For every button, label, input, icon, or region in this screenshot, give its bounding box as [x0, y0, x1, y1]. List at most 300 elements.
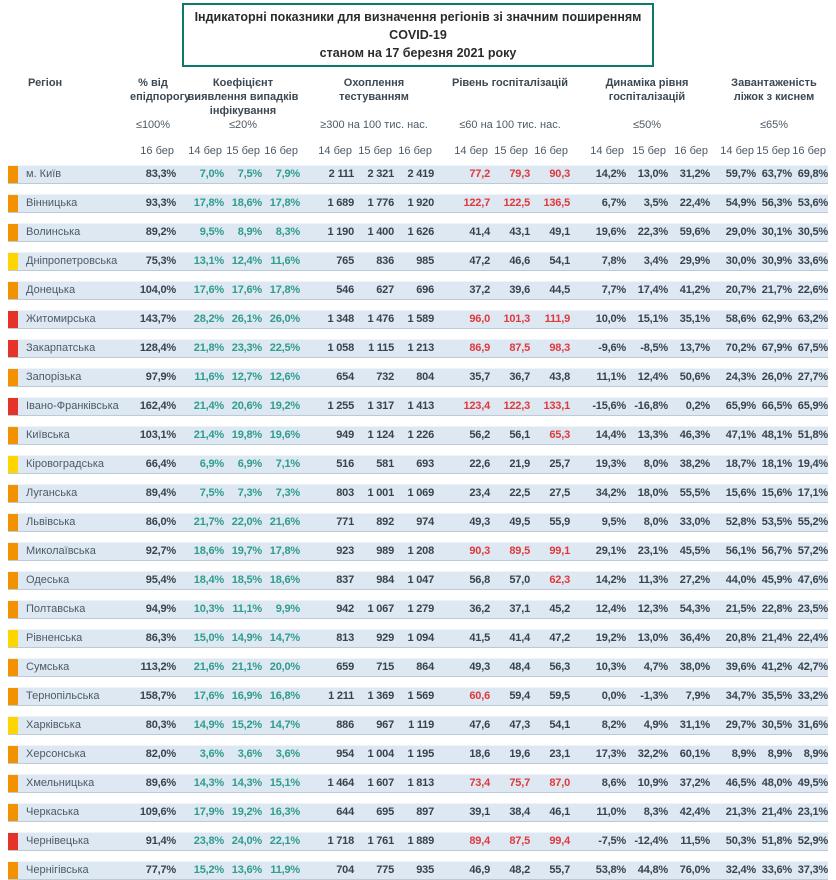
date-header: 14 бер	[188, 144, 222, 157]
beds-value: 17,1%	[797, 487, 828, 500]
hosp-value: 44,5	[549, 284, 570, 297]
epid-value: 77,7%	[145, 864, 176, 877]
dynamics-value: 11,5%	[680, 835, 710, 848]
detect-value: 8,3%	[275, 226, 300, 239]
dynamics-value: 12,4%	[595, 603, 626, 616]
dynamics-value: 33,0%	[679, 516, 710, 529]
hosp-value: 37,1	[509, 603, 530, 616]
epid-value: 89,4%	[145, 487, 176, 500]
hosp-value: 49,3	[469, 661, 490, 674]
status-marker	[8, 340, 18, 357]
detect-value: 28,2%	[193, 313, 224, 326]
dynamics-value: -16,8%	[634, 400, 668, 413]
detect-value: 7,1%	[275, 458, 300, 471]
table-row	[8, 368, 828, 387]
testing-value: 886	[336, 719, 354, 732]
dynamics-value: -1,3%	[640, 690, 668, 703]
detect-value: 7,3%	[237, 487, 262, 500]
detect-value: 15,1%	[269, 777, 300, 790]
dynamics-value: 60,1%	[679, 748, 710, 761]
beds-value: 21,3%	[725, 806, 756, 819]
hosp-value: 122,7	[463, 197, 490, 210]
hosp-value: 89,5	[509, 545, 530, 558]
table-row	[8, 513, 828, 532]
status-marker	[8, 688, 18, 705]
dynamics-value: 55,5%	[679, 487, 710, 500]
testing-value: 1 718	[327, 835, 354, 848]
detect-value: 16,8%	[269, 690, 300, 703]
dynamics-value: 15,1%	[637, 313, 668, 326]
detect-value: 12,4%	[231, 255, 262, 268]
beds-value: 55,2%	[797, 516, 828, 529]
date-header: 15 бер	[226, 144, 260, 157]
date-header: 16 бер	[674, 144, 708, 157]
detect-value: 7,0%	[199, 168, 224, 181]
epid-value: 128,4%	[139, 342, 176, 355]
testing-value: 695	[376, 806, 394, 819]
beds-value: 42,7%	[797, 661, 828, 674]
testing-value: 659	[336, 661, 354, 674]
region-name: Одеська	[26, 574, 70, 587]
dynamics-value: 19,6%	[595, 226, 626, 239]
detect-value: 17,6%	[231, 284, 262, 297]
dynamics-value: 10,0%	[595, 313, 626, 326]
detect-value: 11,9%	[270, 864, 300, 877]
beds-value: 52,9%	[797, 835, 828, 848]
dynamics-value: 11,1%	[596, 371, 626, 384]
testing-value: 929	[376, 632, 394, 645]
dynamics-value: 59,6%	[679, 226, 710, 239]
beds-value: 47,6%	[797, 574, 828, 587]
beds-value: 20,7%	[725, 284, 756, 297]
detect-value: 22,0%	[231, 516, 262, 529]
region-name: Кіровоградська	[26, 458, 104, 471]
dynamics-value: 45,5%	[679, 545, 710, 558]
dynamics-value: 42,4%	[679, 806, 710, 819]
dynamics-value: 32,2%	[637, 748, 668, 761]
region-name: Черкаська	[26, 806, 80, 819]
dynamics-value: 11,0%	[596, 806, 626, 819]
region-name: Миколаївська	[26, 545, 96, 558]
testing-value: 2 111	[328, 168, 354, 181]
hosp-value: 89,4	[469, 835, 490, 848]
beds-value: 30,1%	[761, 226, 792, 239]
hosp-value: 59,5	[549, 690, 570, 703]
detect-value: 17,8%	[193, 197, 224, 210]
dynamics-value: 6,7%	[601, 197, 626, 210]
hosp-value: 122,5	[503, 197, 530, 210]
dynamics-value: 13,0%	[637, 168, 668, 181]
hosp-value: 79,3	[509, 168, 530, 181]
beds-value: 56,7%	[761, 545, 792, 558]
table-header-group-names	[8, 77, 828, 118]
dynamics-value: 4,9%	[643, 719, 668, 732]
hosp-value: 41,4	[469, 226, 490, 239]
beds-value: 22,8%	[761, 603, 792, 616]
hosp-value: 43,1	[509, 226, 530, 239]
epid-value: 143,7%	[139, 313, 176, 326]
hosp-value: 36,7	[509, 371, 530, 384]
dynamics-value: 17,3%	[595, 748, 626, 761]
testing-value: 935	[416, 864, 434, 877]
table-row	[8, 426, 828, 445]
status-marker	[8, 833, 18, 850]
epid-value: 86,0%	[145, 516, 176, 529]
detect-value: 14,7%	[269, 632, 300, 645]
detect-value: 22,1%	[269, 835, 300, 848]
region-name: Тернопільська	[26, 690, 100, 703]
detect-value: 19,2%	[269, 400, 300, 413]
detect-value: 3,6%	[237, 748, 262, 761]
beds-value: 63,2%	[797, 313, 828, 326]
status-marker	[8, 746, 18, 763]
status-marker	[8, 543, 18, 560]
beds-value: 29,0%	[725, 226, 756, 239]
detect-value: 6,9%	[237, 458, 262, 471]
region-name: Рівненська	[26, 632, 83, 645]
date-header: 16 бер	[140, 144, 174, 157]
date-header: 14 бер	[454, 144, 488, 157]
table-row	[8, 310, 828, 329]
testing-value: 1 208	[407, 545, 434, 558]
beds-value: 21,7%	[761, 284, 792, 297]
hosp-value: 27,5	[549, 487, 570, 500]
column-header-hospitalization-dynamics: Динаміка рівня госпіталізацій	[605, 77, 689, 104]
dynamics-value: -9,6%	[598, 342, 626, 355]
testing-value: 693	[416, 458, 434, 471]
beds-value: 33,2%	[797, 690, 828, 703]
detect-value: 3,6%	[275, 748, 300, 761]
beds-value: 23,1%	[797, 806, 828, 819]
beds-value: 65,9%	[725, 400, 756, 413]
detect-value: 20,0%	[269, 661, 300, 674]
beds-value: 51,8%	[761, 835, 792, 848]
detect-value: 13,1%	[193, 255, 224, 268]
hosp-value: 47,6	[469, 719, 490, 732]
dynamics-value: 8,6%	[601, 777, 626, 790]
testing-value: 1 369	[367, 690, 394, 703]
detect-value: 18,5%	[231, 574, 262, 587]
detect-value: 18,6%	[231, 197, 262, 210]
date-header: 14 бер	[720, 144, 754, 157]
detect-value: 21,4%	[193, 400, 224, 413]
status-marker	[8, 485, 18, 502]
beds-value: 30,5%	[761, 719, 792, 732]
table-row	[8, 455, 828, 474]
detect-value: 19,2%	[231, 806, 262, 819]
beds-value: 18,1%	[761, 458, 792, 471]
beds-value: 39,6%	[725, 661, 756, 674]
dynamics-value: 38,0%	[679, 661, 710, 674]
epid-value: 94,9%	[145, 603, 176, 616]
epid-value: 89,6%	[145, 777, 176, 790]
testing-value: 1 094	[407, 632, 434, 645]
status-marker	[8, 717, 18, 734]
dynamics-value: 31,2%	[679, 168, 710, 181]
epid-value: 158,7%	[139, 690, 176, 703]
beds-value: 56,1%	[725, 545, 756, 558]
dynamics-value: 9,5%	[601, 516, 626, 529]
hosp-value: 47,3	[509, 719, 530, 732]
detect-value: 21,4%	[193, 429, 224, 442]
date-header: 14 бер	[590, 144, 624, 157]
detect-value: 12,7%	[231, 371, 262, 384]
hosp-value: 35,7	[469, 371, 490, 384]
dynamics-value: 7,9%	[685, 690, 710, 703]
detect-value: 6,9%	[199, 458, 224, 471]
beds-value: 58,6%	[725, 313, 756, 326]
dynamics-value: 29,9%	[679, 255, 710, 268]
dynamics-value: 34,2%	[595, 487, 626, 500]
table-row	[8, 687, 828, 706]
detect-value: 16,3%	[269, 806, 300, 819]
table-row	[8, 629, 828, 648]
beds-value: 67,9%	[761, 342, 792, 355]
testing-value: 775	[376, 864, 394, 877]
detect-value: 24,0%	[231, 835, 262, 848]
region-name: Запорізька	[26, 371, 82, 384]
hosp-value: 23,4	[469, 487, 490, 500]
testing-value: 1 476	[367, 313, 394, 326]
testing-value: 704	[336, 864, 354, 877]
detect-value: 8,9%	[237, 226, 262, 239]
status-marker	[8, 224, 18, 241]
hosp-value: 46,6	[509, 255, 530, 268]
column-header-epid-threshold: % від епідпорогу	[130, 77, 191, 104]
detect-value: 17,6%	[193, 284, 224, 297]
threshold-dynamics: ≤50%	[632, 118, 662, 131]
region-name: Київська	[26, 429, 70, 442]
dynamics-value: 19,3%	[595, 458, 626, 471]
testing-value: 1 889	[407, 835, 434, 848]
status-marker	[8, 311, 18, 328]
column-header-testing-coverage: Охоплення тестуванням	[339, 77, 409, 104]
dynamics-value: 8,3%	[643, 806, 668, 819]
region-name: Львівська	[26, 516, 76, 529]
hosp-value: 43,8	[549, 371, 570, 384]
table-header-thresholds	[8, 119, 828, 139]
column-header-detection-rate: Коефіцієнт виявлення випадків інфікування	[187, 77, 299, 117]
beds-value: 50,3%	[725, 835, 756, 848]
detect-value: 18,6%	[269, 574, 300, 587]
region-name: Полтавська	[26, 603, 86, 616]
beds-value: 62,9%	[761, 313, 792, 326]
detect-value: 17,6%	[193, 690, 224, 703]
beds-value: 31,6%	[797, 719, 828, 732]
status-marker	[8, 804, 18, 821]
status-marker	[8, 427, 18, 444]
beds-value: 34,7%	[725, 690, 756, 703]
dynamics-value: 46,3%	[679, 429, 710, 442]
region-name: Чернівецька	[26, 835, 90, 848]
date-header: 16 бер	[534, 144, 568, 157]
table-row	[8, 223, 828, 242]
testing-value: 546	[336, 284, 354, 297]
testing-value: 1 279	[407, 603, 434, 616]
beds-value: 19,4%	[797, 458, 828, 471]
epid-value: 89,2%	[145, 226, 176, 239]
detect-value: 17,8%	[269, 284, 300, 297]
dynamics-value: 11,3%	[638, 574, 668, 587]
epid-value: 91,4%	[145, 835, 176, 848]
testing-value: 923	[336, 545, 354, 558]
hosp-value: 41,4	[509, 632, 530, 645]
status-marker	[8, 630, 18, 647]
hosp-value: 23,1	[549, 748, 570, 761]
dynamics-value: 22,4%	[679, 197, 710, 210]
region-name: Житомирська	[26, 313, 96, 326]
region-name: Закарпатська	[26, 342, 96, 355]
hosp-value: 37,2	[469, 284, 490, 297]
table-row	[8, 281, 828, 300]
testing-value: 1 626	[407, 226, 434, 239]
hosp-value: 87,0	[549, 777, 570, 790]
testing-value: 1 124	[367, 429, 394, 442]
beds-value: 33,6%	[797, 255, 828, 268]
detect-value: 26,1%	[231, 313, 262, 326]
detect-value: 14,3%	[231, 777, 262, 790]
hosp-value: 56,1	[509, 429, 530, 442]
beds-value: 67,5%	[797, 342, 828, 355]
region-name: Херсонська	[26, 748, 86, 761]
dynamics-value: 36,4%	[679, 632, 710, 645]
dynamics-value: 0,0%	[601, 690, 626, 703]
epid-value: 80,3%	[145, 719, 176, 732]
dynamics-value: -7,5%	[598, 835, 626, 848]
hosp-value: 99,1	[549, 545, 570, 558]
hosp-value: 49,3	[469, 516, 490, 529]
hosp-value: 60,6	[469, 690, 490, 703]
hosp-value: 36,2	[469, 603, 490, 616]
table-row	[8, 397, 828, 416]
dynamics-value: -8,5%	[640, 342, 668, 355]
report-title	[182, 3, 654, 67]
beds-value: 29,7%	[725, 719, 756, 732]
testing-value: 985	[416, 255, 434, 268]
detect-value: 3,6%	[199, 748, 224, 761]
testing-value: 2 419	[407, 168, 434, 181]
detect-value: 26,0%	[269, 313, 300, 326]
region-name: Донецька	[26, 284, 76, 297]
region-name: Івано-Франківська	[26, 400, 119, 413]
beds-value: 52,8%	[725, 516, 756, 529]
region-name: Дніпропетровська	[26, 255, 118, 268]
beds-value: 56,3%	[761, 197, 792, 210]
hosp-value: 22,6	[469, 458, 490, 471]
status-marker	[8, 514, 18, 531]
hosp-value: 73,4	[469, 777, 490, 790]
epid-value: 82,0%	[145, 748, 176, 761]
hosp-value: 18,6	[469, 748, 490, 761]
dynamics-value: 0,2%	[685, 400, 710, 413]
testing-value: 813	[336, 632, 354, 645]
region-name: Луганська	[26, 487, 78, 500]
testing-value: 1 761	[367, 835, 394, 848]
detect-value: 15,2%	[193, 864, 224, 877]
testing-value: 942	[336, 603, 354, 616]
dynamics-value: 44,8%	[637, 864, 668, 877]
hosp-value: 122,3	[503, 400, 530, 413]
detect-value: 21,8%	[193, 342, 224, 355]
status-marker	[8, 282, 18, 299]
testing-value: 803	[336, 487, 354, 500]
hosp-value: 47,2	[469, 255, 490, 268]
beds-value: 21,5%	[725, 603, 756, 616]
beds-value: 26,0%	[761, 371, 792, 384]
hosp-value: 96,0	[469, 313, 490, 326]
hosp-value: 98,3	[549, 342, 570, 355]
dynamics-value: 54,3%	[679, 603, 710, 616]
testing-value: 1 776	[367, 197, 394, 210]
date-header: 15 бер	[632, 144, 666, 157]
column-header-oxygen-beds: Завантаженість ліжок з киснем	[731, 77, 817, 104]
beds-value: 30,9%	[761, 255, 792, 268]
hosp-value: 49,5	[509, 516, 530, 529]
dynamics-value: 3,5%	[643, 197, 668, 210]
hosp-value: 56,8	[469, 574, 490, 587]
testing-value: 654	[336, 371, 354, 384]
dynamics-value: 22,3%	[637, 226, 668, 239]
hosp-value: 99,4	[549, 835, 570, 848]
table-row	[8, 165, 828, 184]
testing-value: 892	[376, 516, 394, 529]
beds-value: 53,6%	[797, 197, 828, 210]
beds-value: 59,7%	[725, 168, 756, 181]
detect-value: 21,6%	[269, 516, 300, 529]
testing-value: 1 920	[407, 197, 434, 210]
detect-value: 17,8%	[269, 197, 300, 210]
report-title-line2: станом на 17 березня 2021 року	[319, 46, 517, 61]
dynamics-value: 8,2%	[601, 719, 626, 732]
threshold-testing: ≥300 на 100 тис. нас.	[320, 118, 428, 131]
threshold-detection: ≤20%	[228, 118, 258, 131]
beds-value: 44,0%	[725, 574, 756, 587]
testing-value: 516	[336, 458, 354, 471]
detect-value: 12,6%	[269, 371, 300, 384]
testing-value: 2 321	[367, 168, 394, 181]
hosp-value: 86,9	[469, 342, 490, 355]
epid-value: 97,9%	[145, 371, 176, 384]
hosp-value: 45,2	[549, 603, 570, 616]
table-row	[8, 716, 828, 735]
hosp-value: 39,6	[509, 284, 530, 297]
epid-value: 93,3%	[145, 197, 176, 210]
testing-value: 765	[336, 255, 354, 268]
beds-value: 21,4%	[761, 632, 792, 645]
region-name: Харківська	[26, 719, 81, 732]
testing-value: 949	[336, 429, 354, 442]
testing-value: 1 004	[367, 748, 394, 761]
beds-value: 48,1%	[761, 429, 792, 442]
beds-value: 37,3%	[797, 864, 828, 877]
dynamics-value: 29,1%	[595, 545, 626, 558]
hosp-value: 56,3	[549, 661, 570, 674]
testing-value: 1 589	[407, 313, 434, 326]
testing-value: 1 067	[367, 603, 394, 616]
date-header: 15 бер	[494, 144, 528, 157]
dynamics-value: 76,0%	[679, 864, 710, 877]
region-name: Чернігівська	[26, 864, 89, 877]
testing-value: 1 115	[368, 342, 394, 355]
detect-value: 21,7%	[193, 516, 224, 529]
detect-value: 14,9%	[231, 632, 262, 645]
detect-value: 21,6%	[193, 661, 224, 674]
hosp-value: 39,1	[469, 806, 490, 819]
date-header: 14 бер	[318, 144, 352, 157]
detect-value: 7,5%	[199, 487, 224, 500]
beds-value: 27,7%	[797, 371, 828, 384]
beds-value: 48,0%	[761, 777, 792, 790]
